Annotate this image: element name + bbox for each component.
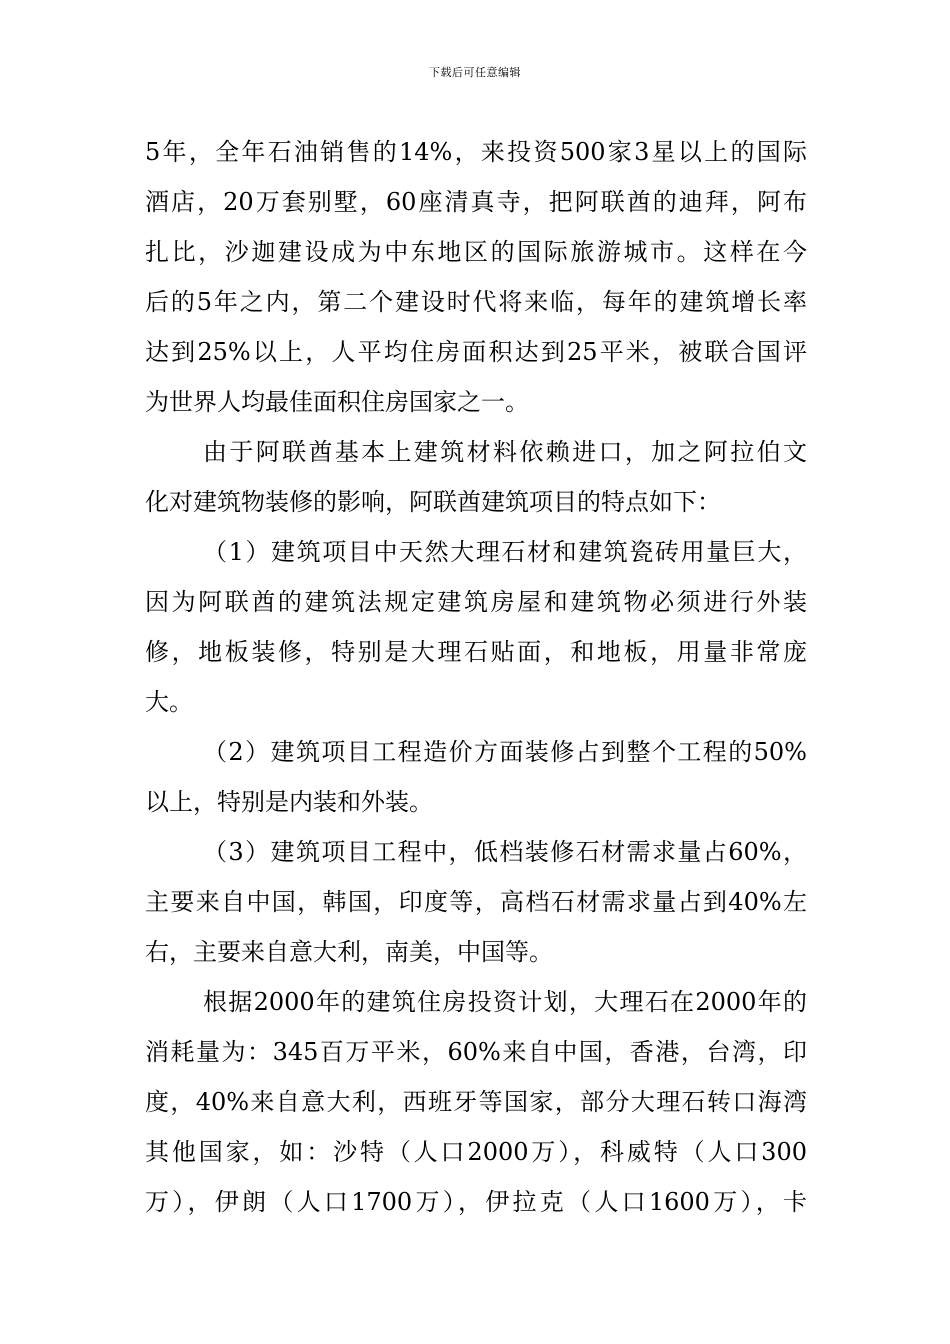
text-line: 5年，全年石油销售的14%，来投资500家3星以上的国际 [145, 138, 807, 166]
text-line: 其他国家，如：沙特（人口2000万），科威特（人口300 [145, 1138, 807, 1166]
text-line: 化对建筑物装修的影响，阿联酋建筑项目的特点如下： [145, 488, 721, 516]
text-line: 酒店，20万套别墅，60座清真寺，把阿联酋的迪拜，阿布 [145, 188, 807, 216]
document-body [145, 127, 807, 1227]
text-line: 根据2000年的建筑住房投资计划，大理石在2000年的 [203, 988, 807, 1016]
text-line: 为世界人均最佳面积住房国家之一。 [145, 388, 529, 416]
text-line: 大。 [145, 688, 193, 716]
text-line: 度，40%来自意大利，西班牙等国家，部分大理石转口海湾 [145, 1088, 807, 1116]
text-line: （2）建筑项目工程造价方面装修占到整个工程的50% [203, 738, 807, 766]
text-line: （3）建筑项目工程中，低档装修石材需求量占60%， [203, 838, 807, 866]
text-line: 达到25%以上，人平均住房面积达到25平米，被联合国评 [145, 338, 807, 366]
page-header: 下载后可任意编辑 [429, 66, 521, 79]
text-line: 因为阿联酋的建筑法规定建筑房屋和建筑物必须进行外装 [145, 588, 807, 616]
text-line: 主要来自中国，韩国，印度等，高档石材需求量占到40%左 [145, 888, 807, 916]
text-line: 以上，特别是内装和外装。 [145, 788, 433, 816]
text-line: 由于阿联酋基本上建筑材料依赖进口，加之阿拉伯文 [203, 438, 807, 466]
text-line: 消耗量为：345百万平米，60%来自中国，香港，台湾，印 [145, 1038, 807, 1066]
text-line: 扎比，沙迦建设成为中东地区的国际旅游城市。这样在今 [145, 238, 807, 266]
text-line: （1）建筑项目中天然大理石材和建筑瓷砖用量巨大， [203, 538, 807, 566]
text-line: 后的5年之内，第二个建设时代将来临，每年的建筑增长率 [145, 288, 807, 316]
text-line: 右，主要来自意大利，南美，中国等。 [145, 938, 553, 966]
text-line: 万），伊朗（人口1700万），伊拉克（人口1600万），卡 [145, 1188, 807, 1216]
text-line: 修，地板装修，特别是大理石贴面，和地板，用量非常庞 [145, 638, 807, 666]
